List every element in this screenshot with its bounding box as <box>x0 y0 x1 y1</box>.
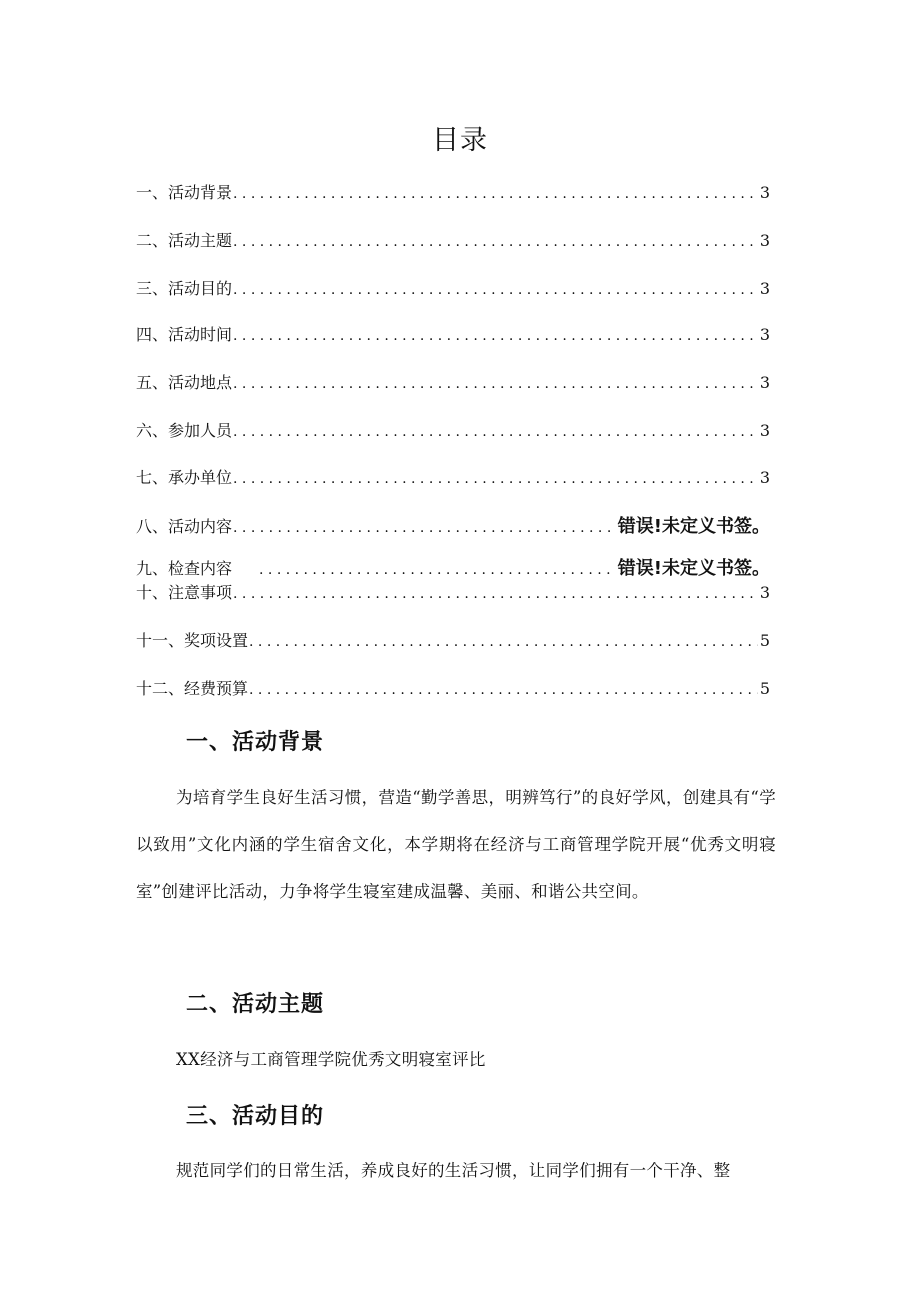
toc-leader-dots <box>233 229 758 255</box>
toc-entry-label: 十一、奖项设置 <box>136 631 249 650</box>
toc-entry-label: 十、注意事项 <box>136 583 233 602</box>
toc-entry-label: 五、活动地点 <box>136 373 233 392</box>
section-heading-theme: 二、活动主题 <box>186 992 325 1017</box>
toc-entry-label: 七、承办单位 <box>136 468 233 487</box>
toc-entry-page-error: 错误!未定义书签。 <box>617 558 770 579</box>
toc-entry-organizer[interactable] <box>136 465 770 491</box>
toc-leader-dots <box>233 466 758 492</box>
toc-entry-label: 九、检查内容 <box>136 559 233 578</box>
toc-entry-label: 一、活动背景 <box>136 183 233 202</box>
section-body-theme: XX经济与工商管理学院优秀文明寝室评比 <box>176 1050 486 1069</box>
toc-entry-inspection[interactable] <box>136 556 770 582</box>
toc-entry-awards[interactable] <box>136 628 770 654</box>
toc-entry-label: 六、参加人员 <box>136 421 233 440</box>
toc-leader-dots <box>233 581 758 607</box>
toc-entry-participants[interactable] <box>136 418 770 444</box>
toc-leader-dots <box>233 181 758 207</box>
toc-entry-page: 3 <box>759 421 770 440</box>
toc-entry-page-error: 错误!未定义书签。 <box>617 516 770 537</box>
toc-entry-page: 3 <box>759 279 770 298</box>
toc-entry-location[interactable] <box>136 370 770 396</box>
toc-entry-content[interactable] <box>136 514 770 540</box>
toc-entry-label: 八、活动内容 <box>136 517 233 536</box>
toc-entry-page: 3 <box>759 183 770 202</box>
toc-entry-page: 5 <box>759 679 770 698</box>
toc-entry-background[interactable] <box>136 180 770 206</box>
toc-entry-page: 3 <box>759 231 770 250</box>
toc-leader-dots <box>249 677 758 703</box>
section-body-background: 为培育学生良好生活习惯，营造“勤学善思，明辨笃行”的良好学风，创建具有“学以致用”文化内涵的学生宿舍文化，本学期将在经济与工商管理学院开展“优秀文明寝室”创建评比活动，力争将学生寝室建成温馨、美丽、和谐公共空间。 <box>136 788 776 901</box>
toc-leader-dots <box>233 515 616 541</box>
toc-entry-label: 四、活动时间 <box>136 325 233 344</box>
toc-leader-dots <box>233 277 758 303</box>
toc-entry-page: 3 <box>759 373 770 392</box>
toc-entry-notes[interactable] <box>136 580 770 606</box>
toc-entry-page: 3 <box>759 583 770 602</box>
toc-entry-label: 二、活动主题 <box>136 231 233 250</box>
toc-leader-dots <box>233 323 758 349</box>
toc-entry-label: 三、活动目的 <box>136 279 233 298</box>
toc-entry-purpose[interactable] <box>136 276 770 302</box>
toc-entry-page: 3 <box>759 468 770 487</box>
toc-entry-page: 5 <box>759 631 770 650</box>
toc-leader-dots <box>233 419 758 445</box>
toc-leader-dots <box>233 371 758 397</box>
toc-entry-theme[interactable] <box>136 228 770 254</box>
section-heading-purpose: 三、活动目的 <box>186 1104 325 1129</box>
toc-title: 目录 <box>432 125 488 156</box>
toc-entry-time[interactable] <box>136 322 770 348</box>
toc-entry-page: 3 <box>759 325 770 344</box>
toc-entry-budget[interactable] <box>136 676 770 702</box>
toc-leader-dots <box>249 629 758 655</box>
toc-entry-label: 十二、经费预算 <box>136 679 249 698</box>
section-body-purpose: 规范同学们的日常生活，养成良好的生活习惯，让同学们拥有一个干净、整 <box>176 1161 731 1180</box>
section-heading-background: 一、活动背景 <box>186 730 325 755</box>
